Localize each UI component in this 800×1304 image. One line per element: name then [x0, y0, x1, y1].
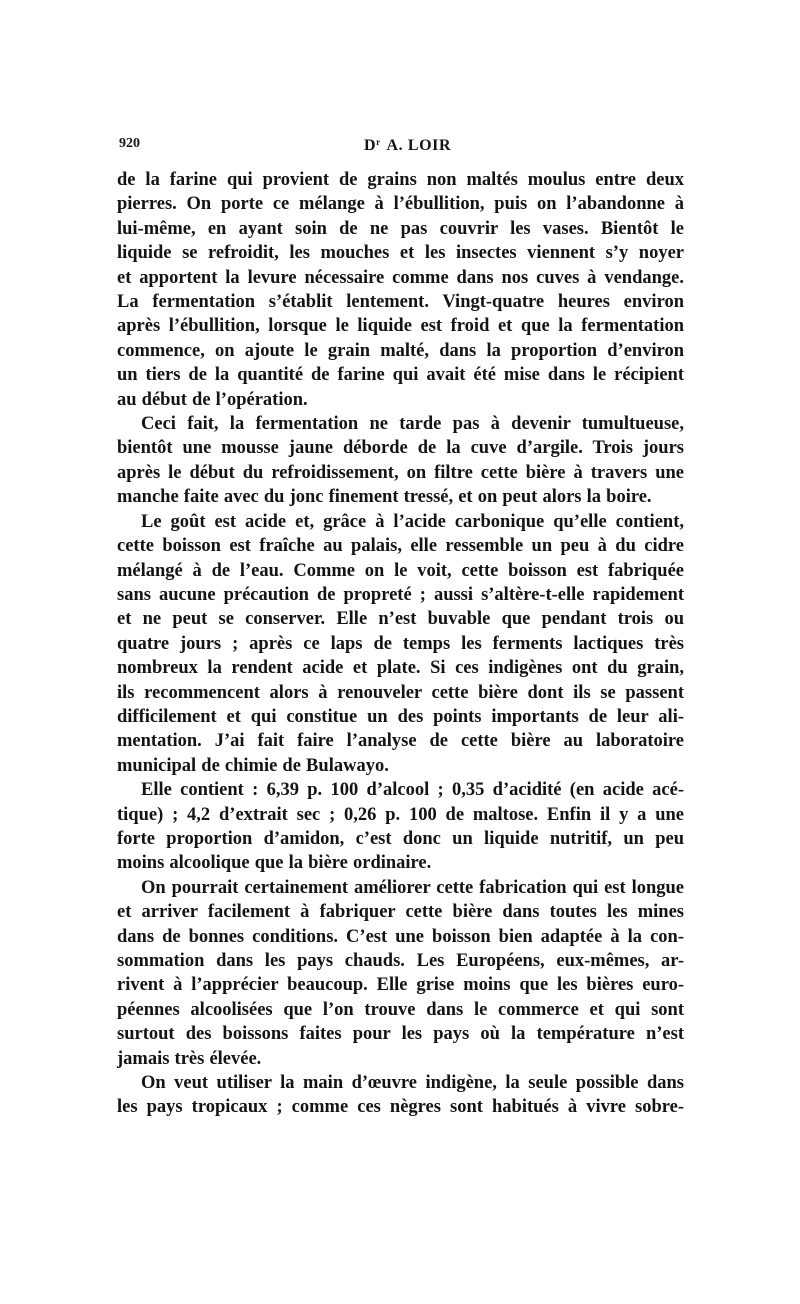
book-page	[117, 128, 684, 1120]
text-line: et arriver facilement à fabriquer cette bière dans toutes les mines	[117, 902, 684, 923]
text-line: ils recommencent alors à renouveler cette bière dont ils se passent	[117, 682, 684, 703]
text-line: pierres. On porte ce mélange à l’ébullition, puis on l’abandonne à	[117, 194, 684, 215]
text-line: au début de l’opération.	[117, 389, 308, 410]
text-line: bientôt une mousse jaune déborde de la cuve d’argile. Trois jours	[117, 438, 684, 459]
text-line: liquide se refroidit, les mouches et les insectes viennent s’y noyer	[117, 243, 684, 264]
paragraph	[117, 1071, 684, 1120]
text-line: cette boisson est fraîche au palais, elle ressemble un peu à du cidre	[117, 536, 684, 557]
text-line: et ne peut se conserver. Elle n’est buvable que pendant trois ou	[117, 609, 684, 630]
author-name: A. LOIR	[386, 137, 452, 154]
paragraph	[117, 168, 684, 412]
text-line: nombreux la rendent acide et plate. Si ces indigènes ont du grain,	[117, 658, 684, 679]
text-line: sommation dans les pays chauds. Les Européens, eux-mêmes, ar-	[117, 951, 684, 971]
text-line: quatre jours ; après ce laps de temps les ferments lactiques très	[117, 633, 684, 654]
author-prefix-superscript: r	[376, 137, 381, 147]
text-line: mélangé à de l’eau. Comme on le voit, cette boisson est fabriquée	[117, 560, 684, 581]
text-line: tique) ; 4,2 d’extrait sec ; 0,26 p. 100 de maltose. Enfin il y a une	[117, 804, 684, 825]
paragraph	[117, 778, 684, 876]
text-line: mentation. J’ai fait faire l’analyse de cette bière au laboratoire	[117, 731, 684, 752]
text-line: On veut utiliser la main d’œuvre indigène, la seule possible dans	[141, 1073, 684, 1094]
text-line: municipal de chimie de Bulawayo.	[117, 755, 389, 776]
text-line: moins alcoolique que la bière ordinaire.	[117, 853, 432, 874]
paragraph	[117, 510, 684, 778]
text-line: de la farine qui provient de grains non maltés moulus entre deux	[117, 170, 684, 190]
text-line: manche faite avec du jonc finement tressé, et on peut alors la boire.	[117, 487, 652, 508]
text-line: jamais très élevée.	[117, 1048, 262, 1069]
text-line: commence, on ajoute le grain malté, dans la proportion d’environ	[117, 340, 684, 361]
page-number: 920	[119, 136, 140, 151]
page-header	[117, 128, 684, 154]
paragraph	[117, 876, 684, 1071]
author-prefix: D	[364, 137, 377, 154]
text-line: surtout des boissons faites pour les pays où la température n’est	[117, 1024, 684, 1045]
text-line: Le goût est acide et, grâce à l’acide carbonique qu’elle contient,	[141, 511, 684, 532]
text-line: péennes alcoolisées que l’on trouve dans le commerce et qui sont	[117, 999, 684, 1020]
body-text	[117, 168, 684, 1120]
text-line: Ceci fait, la fermentation ne tarde pas à devenir tumultueuse,	[141, 414, 684, 435]
text-line: Elle contient : 6,39 p. 100 d’alcool ; 0,35 d’acidité (en acide acé-	[141, 780, 684, 801]
text-line: et apportent la levure nécessaire comme dans nos cuves à vendange.	[117, 267, 684, 288]
running-head	[364, 137, 451, 155]
text-line: lui-même, en ayant soin de ne pas couvrir les vases. Bientôt le	[117, 218, 684, 239]
text-line: On pourrait certainement améliorer cette fabrication qui est longue	[141, 877, 684, 898]
text-line: La fermentation s’établit lentement. Vingt-quatre heures environ	[117, 292, 684, 313]
text-line: sans aucune précaution de propreté ; aussi s’altère-t-elle rapidement	[117, 584, 684, 605]
text-line: forte proportion d’amidon, c’est donc un liquide nutritif, un peu	[117, 828, 684, 849]
paragraph	[117, 412, 684, 510]
text-line: difficilement et qui constitue un des points importants de leur ali-	[117, 706, 684, 727]
text-line: dans de bonnes conditions. C’est une boisson bien adaptée à la con-	[117, 926, 684, 947]
text-line: les pays tropicaux ; comme ces nègres sont habitués à vivre sobre-	[117, 1097, 684, 1118]
text-line: après le début du refroidissement, on filtre cette bière à travers une	[117, 462, 684, 483]
text-line: après l’ébullition, lorsque le liquide est froid et que la fermentation	[117, 316, 684, 337]
text-line: rivent à l’apprécier beaucoup. Elle grise moins que les bières euro-	[117, 975, 684, 996]
text-line: un tiers de la quantité de farine qui avait été mise dans le récipient	[117, 365, 684, 386]
